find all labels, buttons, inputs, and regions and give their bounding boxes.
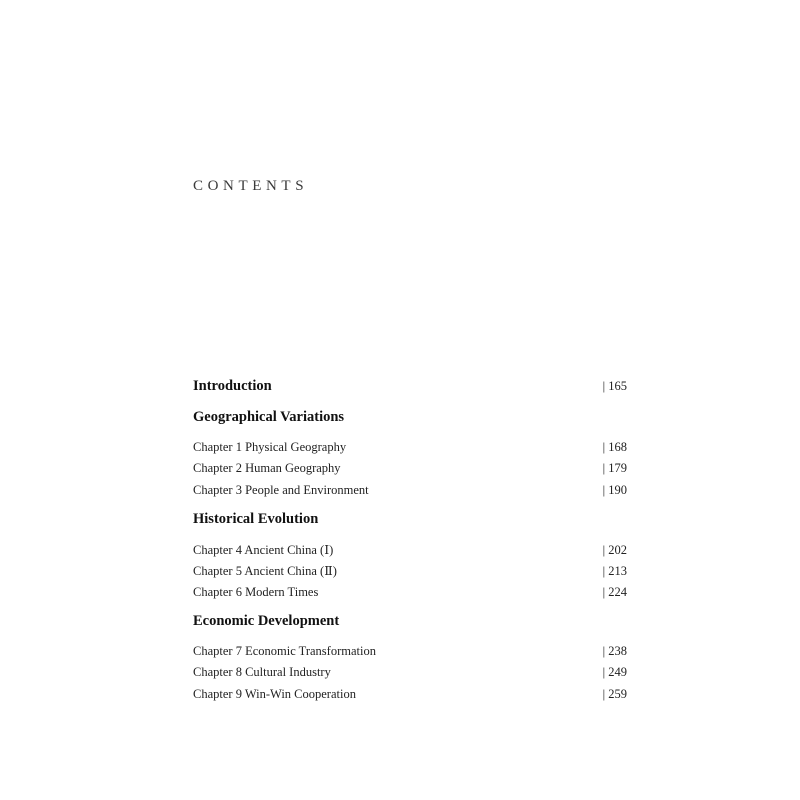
section-heading: Geographical Variations xyxy=(193,409,345,425)
toc-entry-page: | 224 xyxy=(602,585,627,599)
toc-entry-title: Chapter 3 People and Environment xyxy=(193,483,369,497)
toc-entry-chapter-6[interactable] xyxy=(193,585,627,600)
toc-entry-page: | 202 xyxy=(602,543,627,557)
toc-entry-chapter-4[interactable] xyxy=(193,542,627,558)
toc-entry-chapter-1[interactable] xyxy=(193,440,627,455)
toc-entry-title: Chapter 8 Cultural Industry xyxy=(193,665,331,679)
toc-entry-introduction[interactable] xyxy=(193,378,627,395)
toc-entry-page: | 213 xyxy=(602,564,627,578)
toc-entry-chapter-7[interactable] xyxy=(193,644,627,659)
toc-entry-page: | 165 xyxy=(602,379,627,393)
toc-entry-chapter-5[interactable] xyxy=(193,563,627,579)
contents-title: CONTENTS xyxy=(193,178,309,194)
toc-entry-chapter-2[interactable] xyxy=(193,461,627,476)
section-heading: Historical Evolution xyxy=(193,511,319,527)
toc-entry-page: | 259 xyxy=(602,687,627,701)
toc-entry-title: Chapter 4 Ancient China (Ⅰ) xyxy=(193,543,334,557)
toc-entry-title: Chapter 1 Physical Geography xyxy=(193,440,347,454)
toc-entry-chapter-3[interactable] xyxy=(193,483,627,498)
section-heading: Economic Development xyxy=(193,613,340,629)
toc-entry-page: | 238 xyxy=(602,644,627,658)
toc-entry-chapter-9[interactable] xyxy=(193,687,627,702)
toc-entry-title: Introduction xyxy=(193,378,272,394)
toc-entry-page: | 249 xyxy=(602,665,627,679)
toc-entry-page: | 179 xyxy=(602,461,627,475)
toc-entry-title: Chapter 9 Win-Win Cooperation xyxy=(193,687,356,701)
toc-entry-page: | 168 xyxy=(602,440,627,454)
toc-entry-title: Chapter 7 Economic Transformation xyxy=(193,644,376,658)
toc-entry-chapter-8[interactable] xyxy=(193,665,627,680)
toc-entry-title: Chapter 6 Modern Times xyxy=(193,585,319,599)
toc-entry-title: Chapter 5 Ancient China (Ⅱ) xyxy=(193,564,337,578)
toc-entry-page: | 190 xyxy=(602,483,627,497)
toc-entry-title: Chapter 2 Human Geography xyxy=(193,461,341,475)
